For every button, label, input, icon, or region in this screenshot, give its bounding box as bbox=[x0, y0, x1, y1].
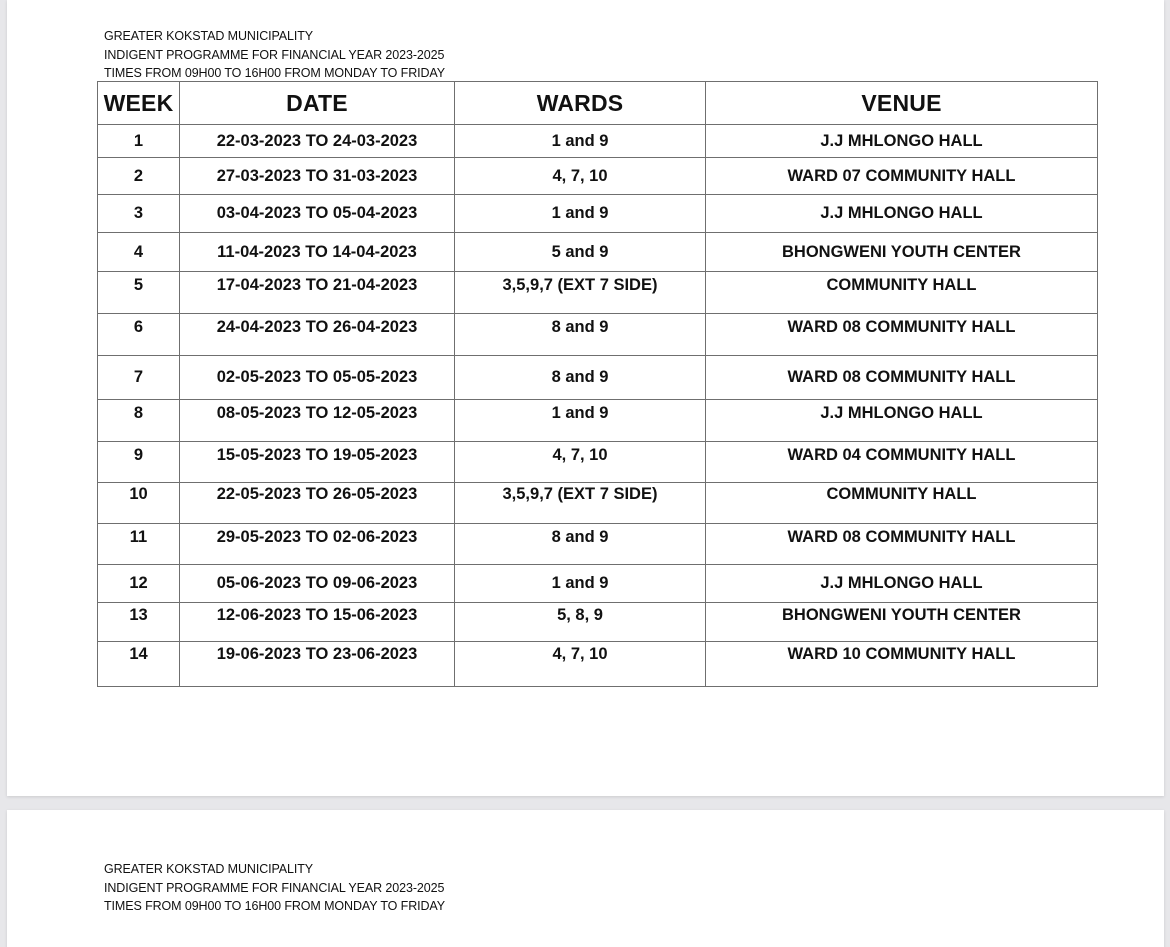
cell-venue: WARD 04 COMMUNITY HALL bbox=[706, 442, 1098, 483]
cell-wards: 1 and 9 bbox=[455, 400, 706, 442]
cell-wards: 5 and 9 bbox=[455, 233, 706, 272]
document-header bbox=[104, 860, 445, 916]
column-header-week: WEEK bbox=[98, 82, 180, 125]
cell-date: 22-03-2023 TO 24-03-2023 bbox=[180, 125, 455, 158]
cell-venue: J.J MHLONGO HALL bbox=[706, 195, 1098, 233]
cell-venue: WARD 10 COMMUNITY HALL bbox=[706, 642, 1098, 687]
cell-week: 6 bbox=[98, 314, 180, 356]
cell-date: 19-06-2023 TO 23-06-2023 bbox=[180, 642, 455, 687]
cell-week: 4 bbox=[98, 233, 180, 272]
cell-date: 11-04-2023 TO 14-04-2023 bbox=[180, 233, 455, 272]
cell-week: 5 bbox=[98, 272, 180, 314]
cell-week: 13 bbox=[98, 603, 180, 642]
header-times: TIMES FROM 09H00 TO 16H00 FROM MONDAY TO FRIDAY bbox=[104, 899, 445, 913]
header-municipality: GREATER KOKSTAD MUNICIPALITY bbox=[104, 862, 314, 876]
cell-wards: 8 and 9 bbox=[455, 524, 706, 565]
cell-week: 1 bbox=[98, 125, 180, 158]
cell-date: 02-05-2023 TO 05-05-2023 bbox=[180, 356, 455, 400]
cell-wards: 4, 7, 10 bbox=[455, 442, 706, 483]
table-row bbox=[98, 272, 1098, 314]
cell-date: 12-06-2023 TO 15-06-2023 bbox=[180, 603, 455, 642]
table-row bbox=[98, 233, 1098, 272]
cell-wards: 5, 8, 9 bbox=[455, 603, 706, 642]
document-page-2 bbox=[7, 810, 1164, 947]
header-times: TIMES FROM 09H00 TO 16H00 FROM MONDAY TO FRIDAY bbox=[104, 66, 445, 80]
column-header-wards: WARDS bbox=[455, 82, 706, 125]
table-row bbox=[98, 314, 1098, 356]
cell-wards: 4, 7, 10 bbox=[455, 642, 706, 687]
cell-date: 24-04-2023 TO 26-04-2023 bbox=[180, 314, 455, 356]
cell-date: 05-06-2023 TO 09-06-2023 bbox=[180, 565, 455, 603]
cell-wards: 1 and 9 bbox=[455, 565, 706, 603]
cell-date: 27-03-2023 TO 31-03-2023 bbox=[180, 158, 455, 195]
cell-week: 14 bbox=[98, 642, 180, 687]
document-header bbox=[104, 27, 445, 83]
cell-week: 9 bbox=[98, 442, 180, 483]
cell-venue: COMMUNITY HALL bbox=[706, 483, 1098, 524]
table-row bbox=[98, 524, 1098, 565]
table-row bbox=[98, 356, 1098, 400]
cell-date: 03-04-2023 TO 05-04-2023 bbox=[180, 195, 455, 233]
header-municipality: GREATER KOKSTAD MUNICIPALITY bbox=[104, 29, 314, 43]
cell-date: 17-04-2023 TO 21-04-2023 bbox=[180, 272, 455, 314]
table-row bbox=[98, 400, 1098, 442]
cell-week: 3 bbox=[98, 195, 180, 233]
cell-venue: COMMUNITY HALL bbox=[706, 272, 1098, 314]
cell-week: 8 bbox=[98, 400, 180, 442]
header-programme: INDIGENT PROGRAMME FOR FINANCIAL YEAR 2023-2025 bbox=[104, 880, 445, 895]
table-row bbox=[98, 483, 1098, 524]
cell-wards: 8 and 9 bbox=[455, 314, 706, 356]
schedule-table bbox=[97, 81, 1098, 687]
table-row bbox=[98, 565, 1098, 603]
table-header-row bbox=[98, 82, 1098, 125]
document-page-1 bbox=[7, 0, 1164, 796]
cell-venue: J.J MHLONGO HALL bbox=[706, 125, 1098, 158]
cell-venue: J.J MHLONGO HALL bbox=[706, 565, 1098, 603]
cell-date: 15-05-2023 TO 19-05-2023 bbox=[180, 442, 455, 483]
cell-week: 10 bbox=[98, 483, 180, 524]
cell-week: 7 bbox=[98, 356, 180, 400]
cell-date: 29-05-2023 TO 02-06-2023 bbox=[180, 524, 455, 565]
table-row bbox=[98, 642, 1098, 687]
cell-wards: 1 and 9 bbox=[455, 125, 706, 158]
cell-date: 08-05-2023 TO 12-05-2023 bbox=[180, 400, 455, 442]
table-row bbox=[98, 125, 1098, 158]
column-header-date: DATE bbox=[180, 82, 455, 125]
cell-venue: BHONGWENI YOUTH CENTER bbox=[706, 233, 1098, 272]
table-row bbox=[98, 158, 1098, 195]
cell-venue: J.J MHLONGO HALL bbox=[706, 400, 1098, 442]
cell-week: 11 bbox=[98, 524, 180, 565]
cell-venue: BHONGWENI YOUTH CENTER bbox=[706, 603, 1098, 642]
table-row bbox=[98, 195, 1098, 233]
cell-venue: WARD 08 COMMUNITY HALL bbox=[706, 524, 1098, 565]
cell-wards: 3,5,9,7 (EXT 7 SIDE) bbox=[455, 272, 706, 314]
cell-week: 12 bbox=[98, 565, 180, 603]
header-programme: INDIGENT PROGRAMME FOR FINANCIAL YEAR 2023-2025 bbox=[104, 47, 445, 62]
table-row bbox=[98, 442, 1098, 483]
cell-date: 22-05-2023 TO 26-05-2023 bbox=[180, 483, 455, 524]
cell-wards: 3,5,9,7 (EXT 7 SIDE) bbox=[455, 483, 706, 524]
column-header-venue: VENUE bbox=[706, 82, 1098, 125]
cell-wards: 4, 7, 10 bbox=[455, 158, 706, 195]
cell-venue: WARD 08 COMMUNITY HALL bbox=[706, 314, 1098, 356]
table-row bbox=[98, 603, 1098, 642]
cell-venue: WARD 08 COMMUNITY HALL bbox=[706, 356, 1098, 400]
cell-wards: 1 and 9 bbox=[455, 195, 706, 233]
cell-week: 2 bbox=[98, 158, 180, 195]
cell-venue: WARD 07 COMMUNITY HALL bbox=[706, 158, 1098, 195]
cell-wards: 8 and 9 bbox=[455, 356, 706, 400]
